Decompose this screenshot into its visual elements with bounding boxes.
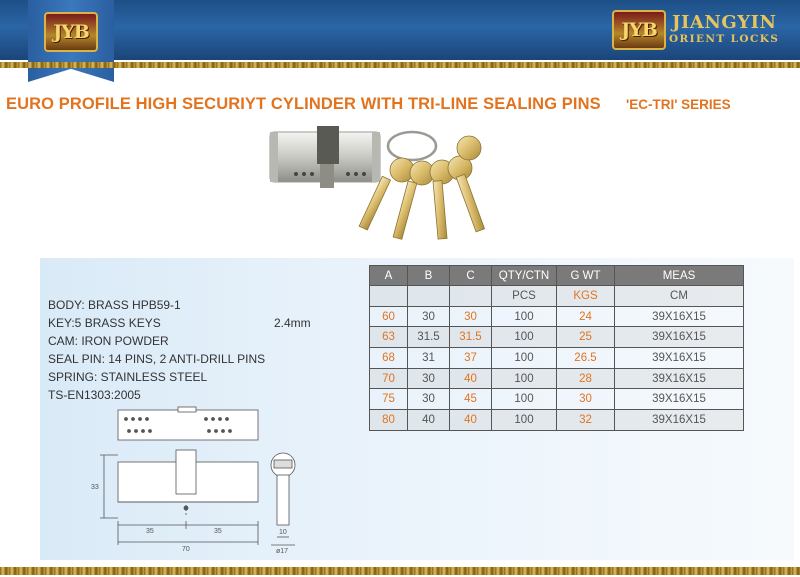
spec-cam: CAM: IRON POWDER xyxy=(48,334,169,348)
product-photo xyxy=(262,118,492,263)
spec-key: KEY:5 BRASS KEYS xyxy=(48,316,161,330)
table-cell: KGS xyxy=(557,286,615,307)
header-meas: MEAS xyxy=(615,266,744,286)
table-row xyxy=(370,306,744,327)
dim-left-length: 35 xyxy=(146,528,154,535)
series-label: 'EC-TRI' SERIES xyxy=(626,97,731,112)
table-cell: 30 xyxy=(408,368,450,389)
technical-drawing xyxy=(78,405,318,555)
table-cell: 40 xyxy=(408,410,450,431)
table-row xyxy=(370,368,744,389)
table-cell: 100 xyxy=(492,368,557,389)
table-cell: PCS xyxy=(492,286,557,307)
table-cell xyxy=(450,286,492,307)
table-cell xyxy=(370,286,408,307)
table-cell: 39X16X15 xyxy=(615,348,744,369)
table-row xyxy=(370,348,744,369)
table-cell: 31.5 xyxy=(408,327,450,348)
table-cell: 100 xyxy=(492,306,557,327)
table-cell: 39X16X15 xyxy=(615,389,744,410)
jyb-logo-right: JYB xyxy=(612,10,666,50)
specs-table xyxy=(369,265,744,431)
table-cell: 100 xyxy=(492,410,557,431)
table-cell: CM xyxy=(615,286,744,307)
table-cell: 39X16X15 xyxy=(615,368,744,389)
header-c: C xyxy=(450,266,492,286)
table-cell: 70 xyxy=(370,368,408,389)
table-cell: 39X16X15 xyxy=(615,410,744,431)
spec-body: BODY: BRASS HPB59-1 xyxy=(48,298,181,312)
table-cell: 45 xyxy=(450,389,492,410)
dim-diameter: ø17 xyxy=(276,548,289,555)
table-header-row xyxy=(370,266,744,286)
table-cell: 30 xyxy=(450,306,492,327)
table-cell: 26.5 xyxy=(557,348,615,369)
table-cell: 31.5 xyxy=(450,327,492,348)
header-qty: QTY/CTN xyxy=(492,266,557,286)
table-cell: 25 xyxy=(557,327,615,348)
gold-stripe-bottom xyxy=(0,567,800,575)
table-cell: 60 xyxy=(370,306,408,327)
table-cell: 28 xyxy=(557,368,615,389)
table-cell: 75 xyxy=(370,389,408,410)
table-cell: 39X16X15 xyxy=(615,327,744,348)
spec-spring: SPRING: STAINLESS STEEL xyxy=(48,370,208,384)
table-row xyxy=(370,327,744,348)
brand-subtitle: ORIENT LOCKS xyxy=(669,33,780,45)
table-cell: 37 xyxy=(450,348,492,369)
spec-seal-pin: SEAL PIN: 14 PINS, 2 ANTI-DRILL PINS xyxy=(48,352,266,366)
table-cell: 100 xyxy=(492,348,557,369)
dim-total-length: 70 xyxy=(182,546,190,553)
table-row xyxy=(370,410,744,431)
product-title: EURO PROFILE HIGH SECURIYT CYLINDER WITH TRI-LINE SEALING PINS xyxy=(6,95,601,113)
dim-cam-width: 10 xyxy=(279,529,287,536)
gold-stripe-top xyxy=(0,62,800,68)
table-cell: 39X16X15 xyxy=(615,306,744,327)
table-cell: 31 xyxy=(408,348,450,369)
table-cell: 40 xyxy=(450,410,492,431)
dim-right-length: 35 xyxy=(214,528,222,535)
table-cell: 40 xyxy=(450,368,492,389)
table-cell: 63 xyxy=(370,327,408,348)
jyb-logo-left: JYB xyxy=(44,12,98,52)
table-cell: 30 xyxy=(557,389,615,410)
dim-height: 33 xyxy=(91,484,99,491)
table-cell: 80 xyxy=(370,410,408,431)
table-cell: 30 xyxy=(408,306,450,327)
table-cell: 68 xyxy=(370,348,408,369)
header-gwt: G WT xyxy=(557,266,615,286)
spec-standard: TS-EN1303:2005 xyxy=(48,388,141,402)
table-units-row xyxy=(370,286,744,307)
table-cell: 100 xyxy=(492,389,557,410)
header-a: A xyxy=(370,266,408,286)
header-b: B xyxy=(408,266,450,286)
table-cell xyxy=(408,286,450,307)
table-cell: 30 xyxy=(408,389,450,410)
table-row xyxy=(370,389,744,410)
table-cell: 32 xyxy=(557,410,615,431)
spec-key-thickness: 2.4mm xyxy=(274,316,311,330)
brand-name: JIANGYIN xyxy=(672,12,777,33)
table-cell: 100 xyxy=(492,327,557,348)
table-cell: 24 xyxy=(557,306,615,327)
